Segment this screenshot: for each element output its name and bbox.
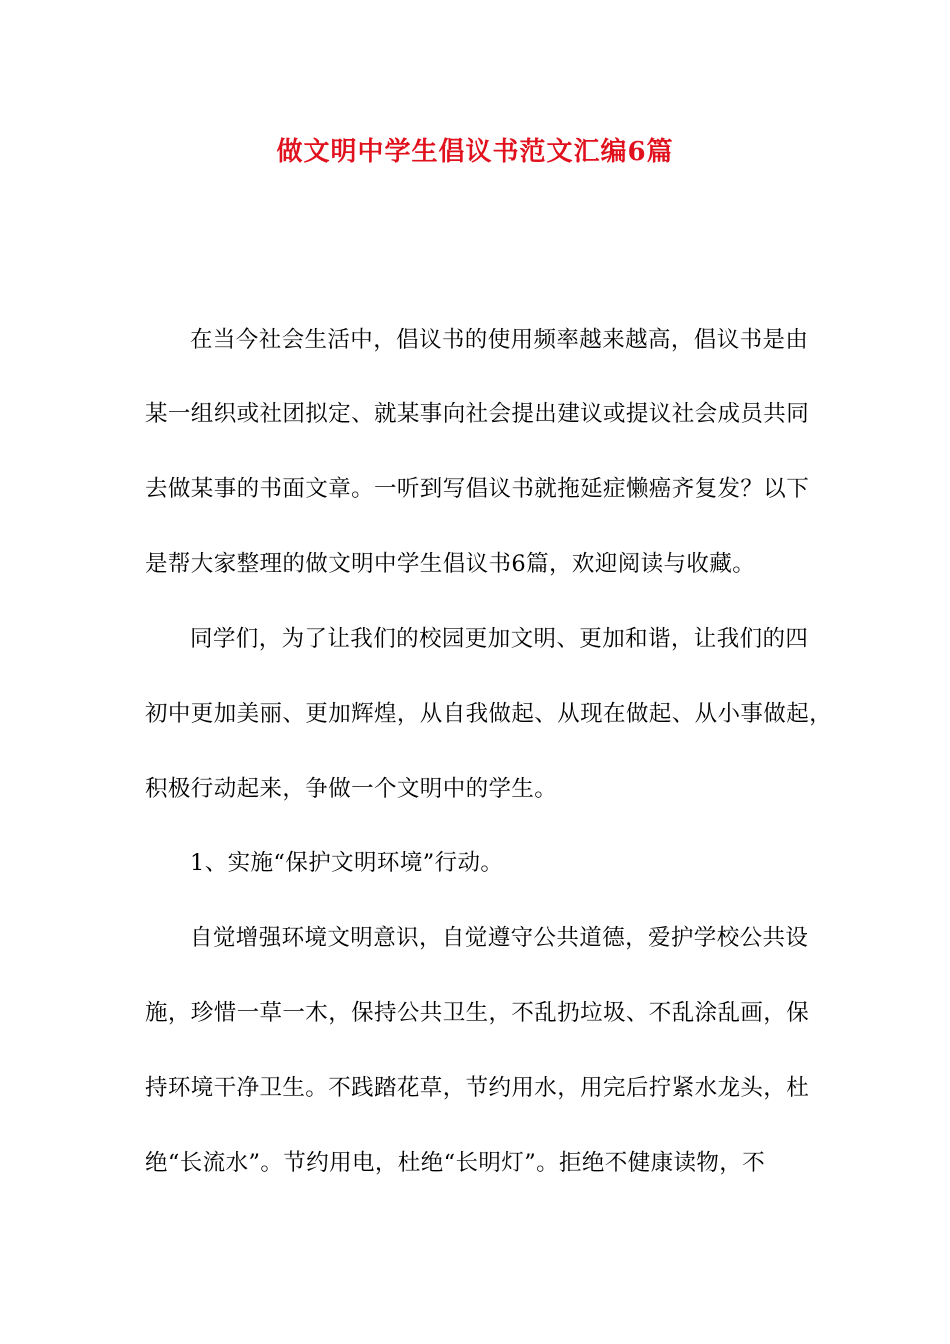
paragraph-line: 持环境干净卫生。不践踏花草，节约用水，用完后拧紧水龙头，杜 (145, 1075, 810, 1101)
paragraph-line: 积极行动起来，争做一个文明中的学生。 (145, 776, 558, 802)
paragraph-line: 同学们，为了让我们的校园更加文明、更加和谐，让我们的四 (190, 626, 809, 652)
paragraph-line: 某一组织或社团拟定、就某事向社会提出建议或提议社会成员共同 (145, 401, 810, 427)
paragraph-line: 在当今社会生活中，倡议书的使用频率越来越高，倡议书是由 (190, 327, 809, 353)
paragraph-line: 是帮大家整理的做文明中学生倡议书6篇，欢迎阅读与收藏。 (145, 551, 756, 577)
paragraph-line: 施，珍惜一草一木，保持公共卫生，不乱扔垃圾、不乱涂乱画，保 (145, 1000, 810, 1026)
section-heading: 1、实施“保护文明环境”行动。 (190, 850, 504, 876)
document-title: 做文明中学生倡议书范文汇编6篇 (276, 137, 674, 167)
paragraph-line: 自觉增强环境文明意识，自觉遵守公共道德，爱护学校公共设 (190, 925, 809, 951)
paragraph-line: 去做某事的书面文章。一听到写倡议书就拖延症懒癌齐复发？以下 (145, 476, 810, 502)
paragraph-line: 初中更加美丽、更加辉煌，从自我做起、从现在做起、从小事做起， (145, 701, 833, 727)
paragraph-line: 绝“长流水”。节约用电，杜绝“长明灯”。拒绝不健康读物，不 (145, 1150, 766, 1176)
